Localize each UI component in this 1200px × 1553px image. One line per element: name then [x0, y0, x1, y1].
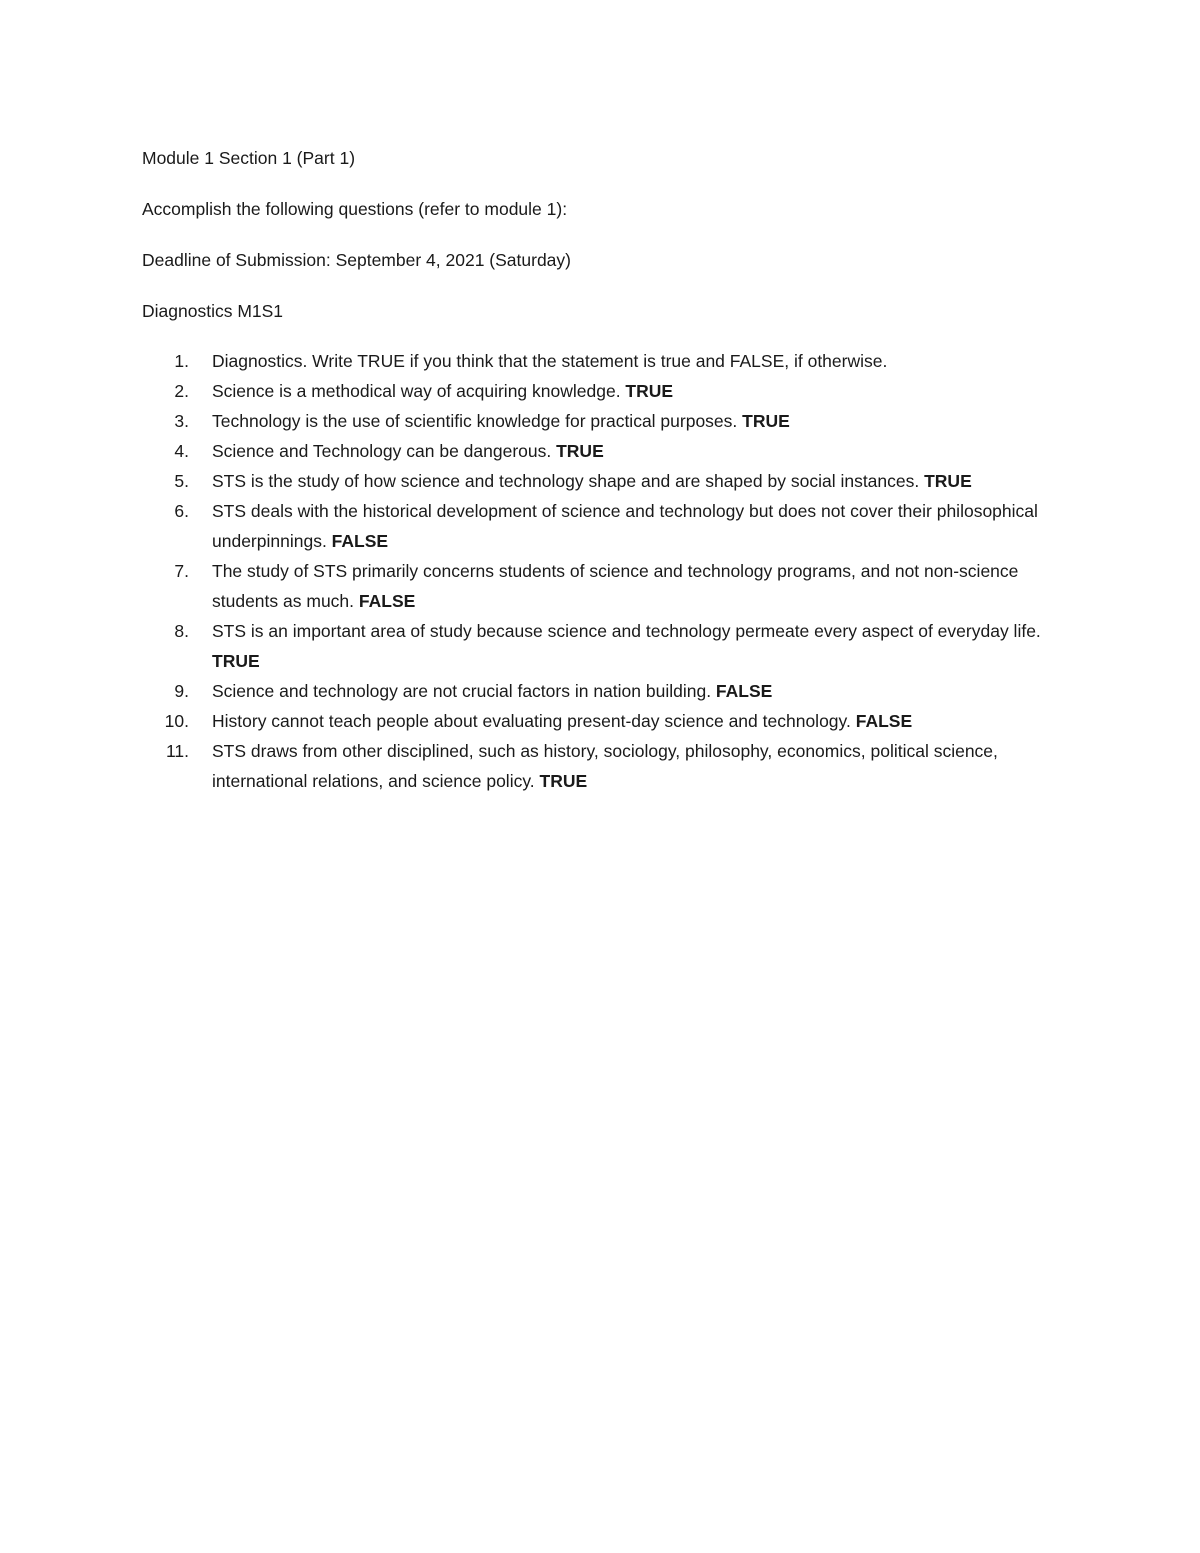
- document-title: Module 1 Section 1 (Part 1): [142, 148, 356, 168]
- item-text: History cannot teach people about evaluating present-day science and technology.: [212, 711, 856, 731]
- item-answer: FALSE: [855, 711, 913, 731]
- item-number: 8.: [174, 621, 189, 641]
- item-text: Diagnostics. Write TRUE if you think that the statement is true and FALSE, if otherwise.: [212, 351, 888, 371]
- list-item: [142, 676, 1062, 706]
- item-text: Science and technology are not crucial factors in nation building.: [212, 681, 716, 701]
- list-item: [142, 376, 1062, 406]
- item-text: Technology is the use of scientific knowledge for practical purposes.: [212, 411, 743, 431]
- list-item: [142, 406, 1062, 436]
- item-text: The study of STS primarily concerns students of science and technology programs, and not non-science students as much.: [212, 561, 1019, 611]
- question-list: [142, 346, 1062, 796]
- instruction-text: Accomplish the following questions (refer to module 1):: [142, 199, 568, 219]
- item-number: 6.: [174, 501, 189, 521]
- item-number: 1.: [174, 351, 189, 371]
- list-item: [142, 346, 1062, 376]
- item-number: 10.: [164, 711, 189, 731]
- list-item: [142, 616, 1062, 676]
- item-answer: FALSE: [715, 681, 773, 701]
- item-number: 4.: [174, 441, 189, 461]
- item-number: 9.: [174, 681, 189, 701]
- item-answer: TRUE: [539, 771, 588, 791]
- item-answer: TRUE: [625, 381, 674, 401]
- list-item: [142, 436, 1062, 466]
- item-text: Science is a methodical way of acquiring knowledge.: [212, 381, 626, 401]
- item-answer: TRUE: [924, 471, 972, 491]
- item-answer: TRUE: [556, 441, 604, 461]
- item-answer: TRUE: [742, 411, 790, 431]
- item-text: STS is the study of how science and technology shape and are shaped by social instances.: [212, 471, 925, 491]
- item-text: STS is an important area of study because science and technology permeate every aspect of everyday life.: [212, 621, 1041, 641]
- item-answer: FALSE: [331, 531, 389, 551]
- list-item: [142, 466, 1062, 496]
- list-item: [142, 736, 1062, 796]
- section-heading: Diagnostics M1S1: [142, 301, 284, 321]
- item-answer: TRUE: [212, 651, 260, 671]
- item-text: Science and Technology can be dangerous.: [212, 441, 557, 461]
- item-answer: FALSE: [358, 591, 416, 611]
- item-number: 5.: [174, 471, 189, 491]
- list-item: [142, 706, 1062, 736]
- item-text: STS draws from other disciplined, such as history, sociology, philosophy, economics, political science, international relations, and science policy.: [212, 741, 998, 791]
- document-body: [142, 143, 1062, 796]
- item-number: 7.: [174, 561, 189, 581]
- deadline-text: Deadline of Submission: September 4, 2021 (Saturday): [142, 250, 571, 270]
- list-item: [142, 496, 1062, 556]
- list-item: [142, 556, 1062, 616]
- item-number: 3.: [174, 411, 189, 431]
- item-number: 11.: [165, 741, 189, 761]
- item-text: STS deals with the historical development of science and technology but does not cover their philosophical underpinnings.: [212, 501, 1038, 551]
- item-number: 2.: [174, 381, 189, 401]
